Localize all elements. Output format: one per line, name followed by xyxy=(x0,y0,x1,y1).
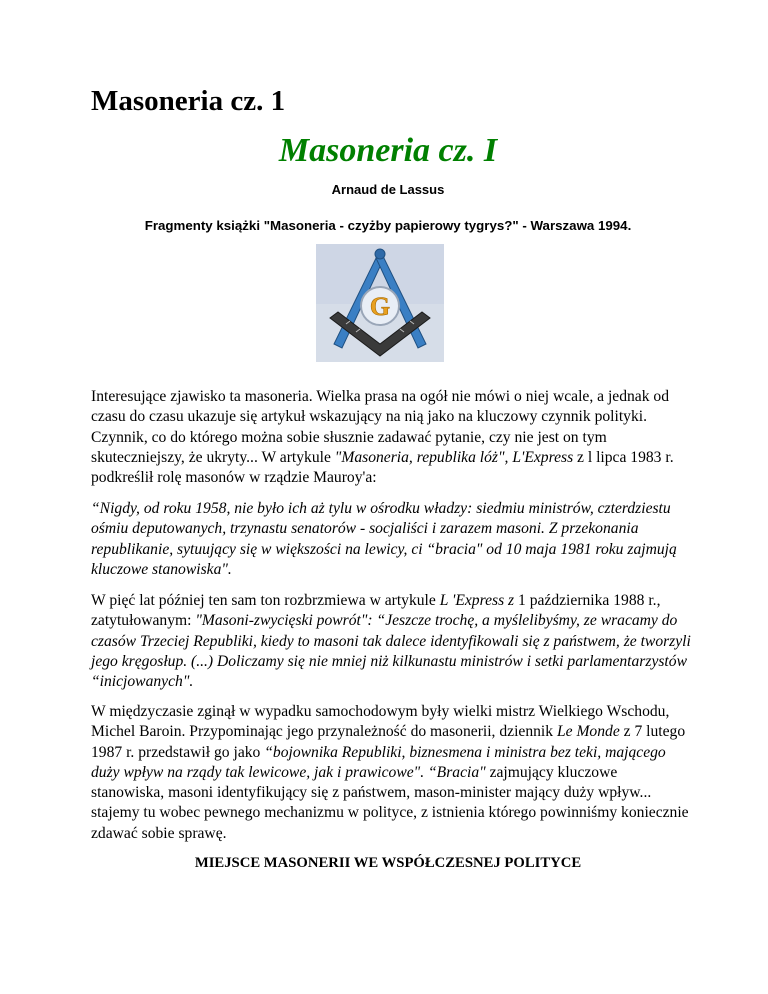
author-name: Arnaud de Lassus xyxy=(331,182,445,197)
compass-hinge xyxy=(375,249,385,259)
paragraph-intro-text: Interesujące zjawisko ta masoneria. Wielka prasa na ogół nie mówi o niej wcale, a jednak od czasu do czasu ukazuje się artykuł wskazujący na nią jako na kluczowy czynnik polityki. Czynnik, co do którego można sobie słusznie zadawać pytanie, czy nie jest on tym skuteczniejszy, że ukryty... W artykule xyxy=(91,388,670,466)
section-heading: MIEJSCE MASONERII WE WSPÓŁCZESNEJ POLITYCE xyxy=(194,855,582,871)
paragraph-baroin-text: z 7 lutego 1987 r. przedstawił go jako xyxy=(91,723,686,761)
paragraph-intro xyxy=(91,387,691,488)
g-letter: G xyxy=(369,292,391,321)
paragraph-express xyxy=(91,591,691,692)
paragraph-baroin-text: W międzyczasie zginął w wypadku samochodowym były wielki mistrz Wielkiego Wschodu, Michel Baroin. Przypominając jego przynależność do masonerii, dziennik xyxy=(91,703,670,741)
square-and-compasses-emblem xyxy=(316,244,444,362)
article-title: Masoneria cz. I xyxy=(278,132,498,169)
paragraph-baroin-text: zajmujący kluczowe stanowiska, masoni identyfikujący się z państwem, mason-minister mający duży wpływ... stajemy tu wobec pewnego mechanizmu w polityce, z istnienia którego powinniśmy koniecznie zdawać sobie sprawę. xyxy=(91,763,689,842)
paragraph-express-text: 1 października 1988 r., zatytułowanym: xyxy=(91,592,661,630)
paragraph-express-text: W pięć lat później ten sam ton rozbrzmiewa w artykule xyxy=(91,592,440,609)
quotation-text: "Masoni-zwycięski powrót": “Jeszcze trochę, a myślelibyśmy, ze wracamy do czasów Trzeciej Republiki, kiedy to masoni tak dalece identyfikowali się z państwem, że tworzyli jego kręgosłup. (...) Doliczamy się nie mniej niż kilkunastu ministrów i setki parlamentarzystów “inicjowanych". xyxy=(91,612,691,691)
publication-name: L 'Express z xyxy=(439,592,515,609)
article-reference: "Masoneria, republika lóż", L'Express xyxy=(334,448,574,466)
paragraph-intro-text: z l lipca 1983 r. podkreślił rolę masonów w rządzie Mauroy'a: xyxy=(91,448,674,487)
source-note: Fragmenty książki "Masoneria - czyżby papierowy tygrys?" - Warszawa 1994. xyxy=(144,218,632,233)
paragraph-baroin xyxy=(91,702,691,844)
document-title: Masoneria cz. 1 xyxy=(91,85,286,117)
quotation-text: “bojownika Republiki, biznesmena i ministra bez teki, mającego duży wpływ na rządy tak lewicowe, jak i prawicowe". “Bracia" xyxy=(91,743,666,781)
quotation-paragraph: “Nigdy, od roku 1958, nie było ich aż tylu w ośrodku władzy: siedmiu ministrów, czterdziestu ośmiu deputowanych, trzynastu senatorów - socjaliści i zarazem masoni. Z przekonania republikanie, sytuujący się w większości na lewicy, ci “bracia" od 10 maja 1981 roku zajmują kluczowe stanowiska". xyxy=(91,500,677,578)
publication-name: Le Monde xyxy=(556,723,620,741)
